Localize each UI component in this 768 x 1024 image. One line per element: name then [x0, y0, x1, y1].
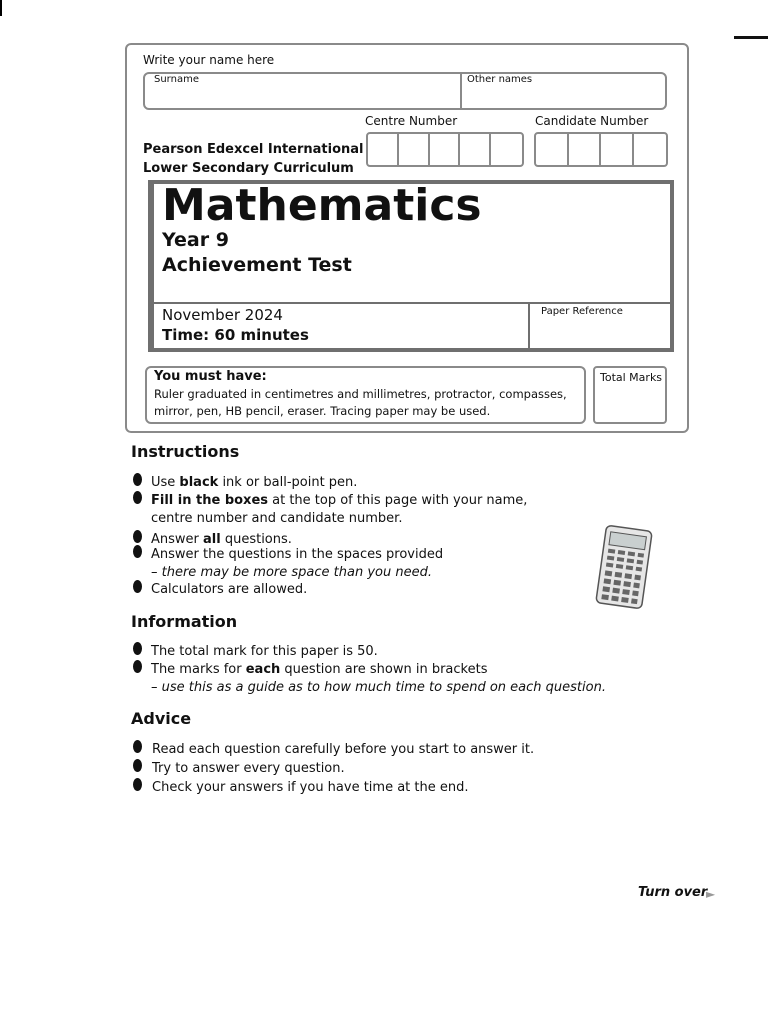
centre-number-cell[interactable] — [491, 134, 522, 165]
title-box-inner-line — [152, 184, 154, 348]
instruction-3-bold: all — [203, 532, 221, 547]
advice-2: Try to answer every question. — [152, 761, 345, 776]
instruction-1-text-end: ink or ball-point pen. — [218, 475, 358, 490]
bullet-icon — [133, 740, 142, 753]
candidate-number-cell[interactable] — [601, 134, 634, 165]
instruction-1-text: Use — [151, 475, 180, 490]
must-have-text — [154, 386, 579, 420]
instruction-2-bold: Fill in the boxes — [151, 493, 268, 508]
centre-number-boxes[interactable] — [366, 132, 524, 167]
organisation-name — [143, 140, 364, 178]
test-name: Achievement Test — [162, 254, 352, 276]
bullet-icon — [133, 642, 142, 655]
must-have-title: You must have: — [154, 369, 267, 384]
candidate-number-label: Candidate Number — [535, 114, 649, 128]
total-marks-label: Total Marks — [600, 371, 663, 384]
instruction-1 — [151, 475, 357, 490]
instruction-1-bold: black — [179, 475, 219, 490]
centre-number-cell[interactable] — [430, 134, 461, 165]
bullet-icon — [133, 473, 142, 486]
instruction-2-text: at the top of this page with your name, — [268, 493, 528, 508]
bullet-icon — [133, 660, 142, 673]
information-2-line-2: – use this as a guide as to how much time to spend on each question. — [151, 680, 606, 695]
instruction-2-line-2: centre number and candidate number. — [151, 511, 403, 526]
organisation-line-1: Pearson Edexcel International — [143, 142, 364, 157]
bullet-icon — [133, 491, 142, 504]
instruction-3 — [151, 532, 292, 547]
calculator-icon — [593, 525, 655, 610]
bullet-icon — [133, 580, 142, 593]
surname-label: Surname — [154, 74, 199, 85]
instruction-4-line-2: – there may be more space than you need. — [151, 565, 432, 580]
exam-date: November 2024 — [162, 306, 283, 324]
edge-mark — [734, 36, 768, 39]
name-divider — [460, 72, 462, 110]
paper-reference-divider — [528, 302, 530, 348]
candidate-number-cell[interactable] — [634, 134, 666, 165]
organisation-line-2: Lower Secondary Curriculum — [143, 161, 354, 176]
advice-3: Check your answers if you have time at the end. — [152, 780, 469, 795]
bullet-icon — [133, 759, 142, 772]
write-name-label: Write your name here — [143, 53, 275, 67]
name-box[interactable] — [143, 72, 667, 110]
year-label: Year 9 — [162, 229, 229, 251]
centre-number-cell[interactable] — [368, 134, 399, 165]
title-box-divider — [152, 302, 670, 304]
exam-time: Time: 60 minutes — [162, 326, 309, 344]
instruction-4: Answer the questions in the spaces provided — [151, 547, 444, 562]
instruction-3-text: Answer — [151, 532, 204, 547]
advice-heading: Advice — [131, 709, 192, 728]
instructions-heading: Instructions — [131, 442, 240, 461]
subject-title: Mathematics — [162, 180, 482, 231]
instruction-2 — [151, 493, 527, 508]
instruction-5: Calculators are allowed. — [151, 582, 308, 597]
information-heading: Information — [131, 612, 238, 631]
other-names-label: Other names — [467, 74, 533, 85]
must-have-line-1: Ruler graduated in centimetres and millimetres, protractor, compasses, — [154, 387, 567, 401]
corner-crop-mark — [0, 0, 18, 16]
candidate-number-cell[interactable] — [536, 134, 569, 165]
information-2-text-end: question are shown in brackets — [280, 662, 488, 677]
information-2-text: The marks for — [151, 662, 246, 677]
information-2-bold: each — [245, 662, 281, 677]
centre-number-cell[interactable] — [399, 134, 430, 165]
candidate-number-boxes[interactable] — [534, 132, 668, 167]
information-2 — [151, 662, 487, 677]
bullet-icon — [133, 545, 142, 558]
must-have-line-2: mirror, pen, HB pencil, eraser. Tracing paper may be used. — [154, 404, 491, 418]
centre-number-cell[interactable] — [460, 134, 491, 165]
turn-over-arrow-icon: ► — [706, 887, 716, 901]
advice-1: Read each question carefully before you start to answer it. — [152, 742, 535, 757]
information-1: The total mark for this paper is 50. — [151, 644, 378, 659]
turn-over-label: Turn over — [638, 885, 708, 900]
bullet-icon — [133, 778, 142, 791]
centre-number-label: Centre Number — [365, 114, 458, 128]
bullet-icon — [133, 530, 142, 543]
paper-reference-label: Paper Reference — [541, 306, 623, 317]
candidate-number-cell[interactable] — [569, 134, 602, 165]
instruction-3-text-end: questions. — [220, 532, 292, 547]
